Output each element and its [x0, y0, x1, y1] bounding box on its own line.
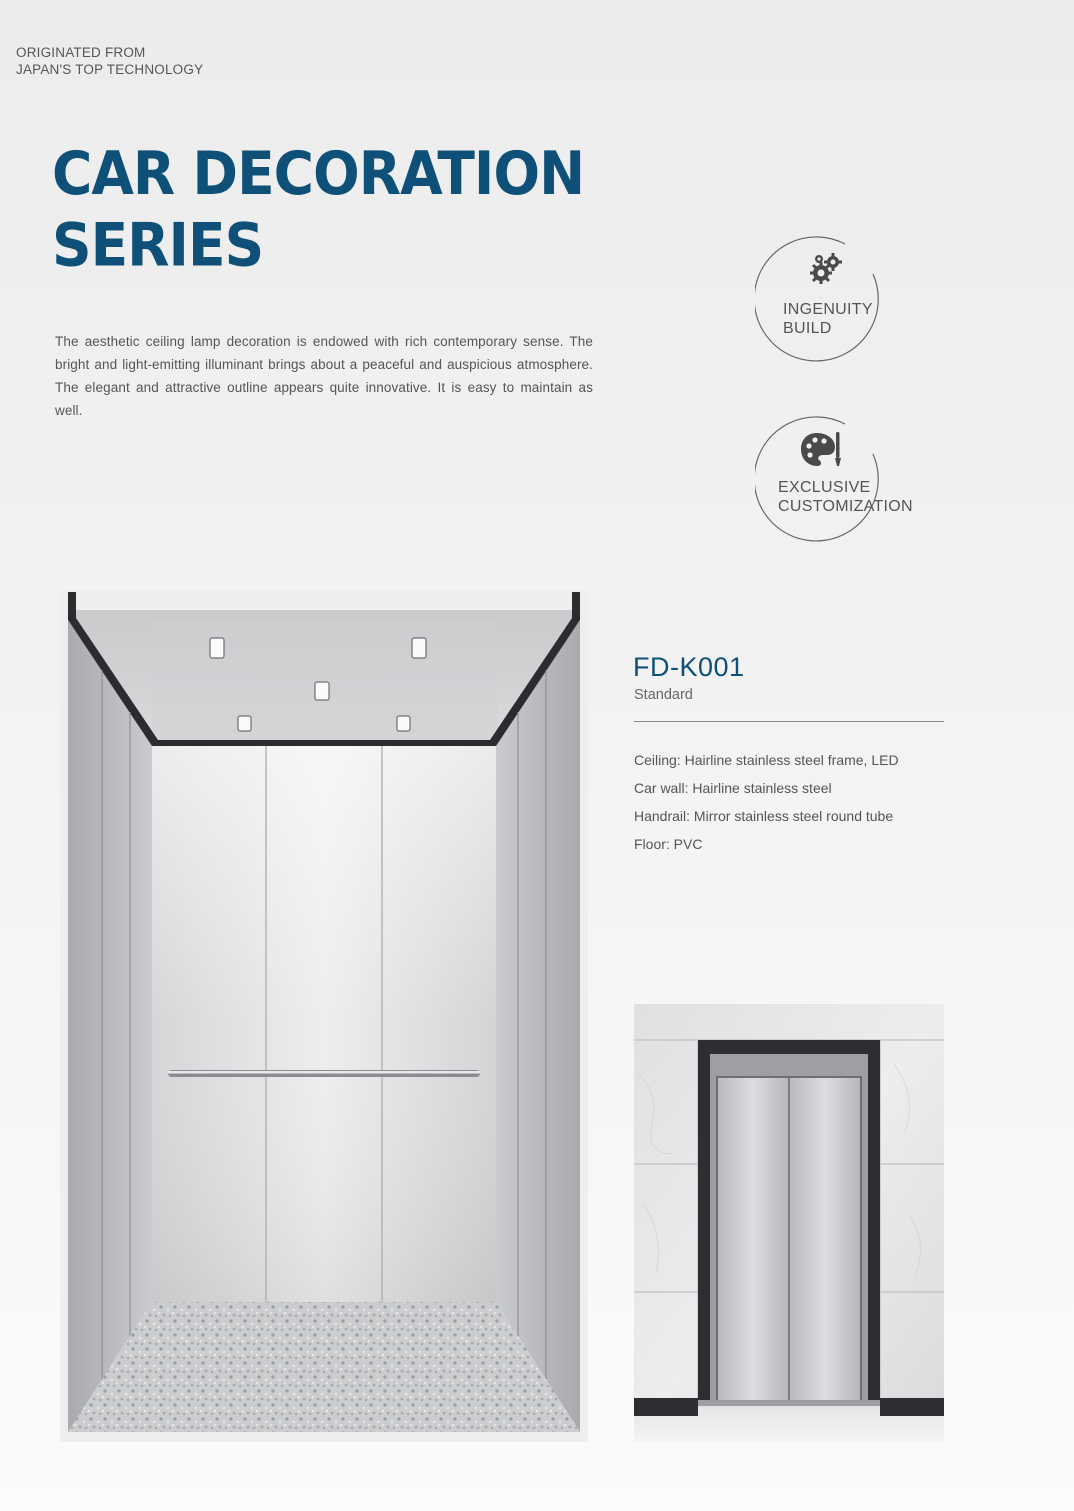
title-line-2: SERIES — [52, 210, 264, 280]
divider — [634, 721, 944, 722]
origin-line-1: ORIGINATED FROM — [16, 45, 146, 60]
origin-line-2: JAPAN'S TOP TECHNOLOGY — [16, 62, 204, 77]
spec-list — [634, 751, 944, 863]
badge-label-line-1: EXCLUSIVE — [778, 479, 871, 496]
badge-ingenuity-build — [755, 234, 885, 364]
badge-label — [783, 300, 873, 338]
elevator-cabin-image — [60, 590, 588, 1442]
palette-icon — [799, 430, 843, 470]
title-line-1: CAR DECORATION — [52, 139, 585, 209]
spec-handrail: Handrail: Mirror stainless steel round tube — [634, 808, 894, 824]
elevator-landing-door-image — [634, 1004, 944, 1442]
badge-label-line-2: CUSTOMIZATION — [778, 498, 913, 515]
spec-car-wall: Car wall: Hairline stainless steel — [634, 780, 832, 796]
spec-ceiling: Ceiling: Hairline stainless steel frame, LED — [634, 752, 899, 768]
badge-exclusive-customization — [755, 414, 913, 544]
intro-paragraph: The aesthetic ceiling lamp decoration is endowed with rich contemporary sense. The bright and light-emitting illuminant brings about a peaceful and auspicious atmosphere. The elegant and attractive outline appears quite innovative. It is easy to maintain as well. — [55, 334, 593, 418]
badge-label — [778, 478, 913, 516]
product-grade: Standard — [634, 687, 693, 703]
badge-label-line-2: BUILD — [783, 320, 832, 337]
origin-tagline — [16, 44, 203, 78]
product-model: FD-K001 — [633, 652, 745, 682]
gears-icon — [807, 250, 845, 288]
spec-floor: Floor: PVC — [634, 836, 703, 852]
badge-label-line-1: INGENUITY — [783, 301, 873, 318]
page-title — [52, 138, 584, 281]
